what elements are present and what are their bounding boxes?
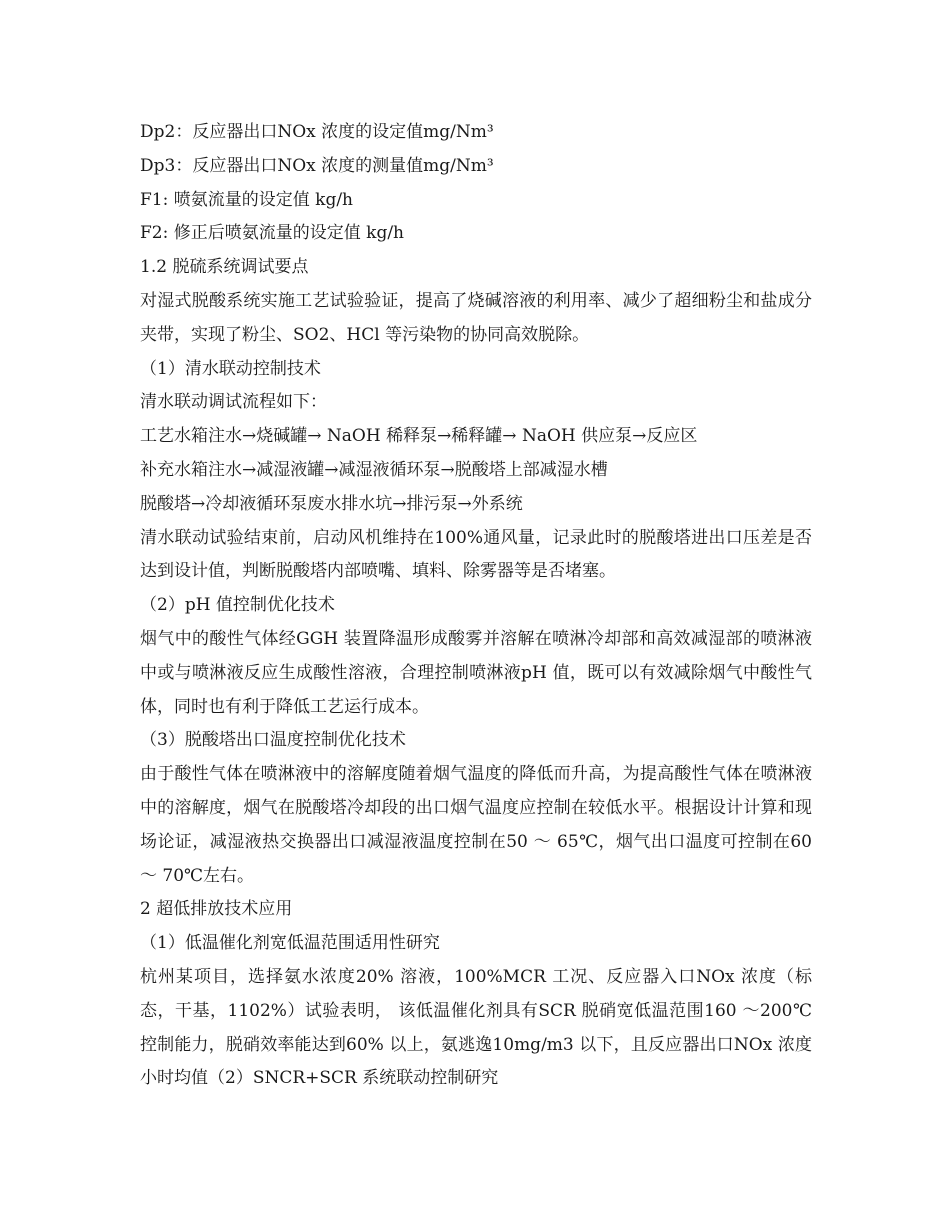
flow-line-1: 工艺水箱注水→烧碱罐→ NaOH 稀释泵→稀释罐→ NaOH 供应泵→反应区 bbox=[140, 426, 698, 447]
paragraph-clean-water-end: 清水联动试验结束前，启动风机维持在100%通风量，记录此时的脱酸塔进出口压差是否达到设计值，判断脱酸塔内部喷嘴、填料、除雾器等是否堵塞。 bbox=[140, 527, 812, 582]
subheading-ph-control: （2）pH 值控制优化技术 bbox=[140, 595, 335, 616]
flow-line-3: 脱酸塔→冷却液循环泵废水排水坑→排污泵→外系统 bbox=[140, 493, 523, 514]
def-f1: F1: 喷氨流量的设定值 kg/h bbox=[140, 189, 354, 210]
subheading-low-temp-catalyst: （1）低温催化剂宽低温范围适用性研究 bbox=[140, 933, 440, 954]
subheading-outlet-temp: （3）脱酸塔出口温度控制优化技术 bbox=[140, 730, 406, 751]
def-dp3: Dp3：反应器出口NOx 浓度的测量值mg/Nm³ bbox=[140, 155, 494, 176]
def-dp2: Dp2：反应器出口NOx 浓度的设定值mg/Nm³ bbox=[140, 122, 494, 142]
subheading-clean-water: （1）清水联动控制技术 bbox=[140, 358, 321, 379]
paragraph-low-temp-catalyst: 杭州某项目，选择氨水浓度20% 溶液，100%MCR 工况、反应器入口NOx 浓度（标态，干基，1102%）试验表明， 该低温催化剂具有SCR 脱硝宽低温范围160 ～200℃控制能力，脱硝效率能达到60% 以上，氨逃逸10mg/m3 以下，且反应器出口NOx 浓度小时均值（2）SNCR+SCR 系统联动控制研究 bbox=[140, 966, 812, 1089]
paragraph-ph-control: 烟气中的酸性气体经GGH 装置降温形成酸雾并溶解在喷淋冷却部和高效减湿部的喷淋液中或与喷淋液反应生成酸性溶液，合理控制喷淋液pH 值，既可以有效减除烟气中酸性气体，同时也有利于降低工艺运行成本。 bbox=[140, 628, 812, 717]
paragraph-outlet-temp: 由于酸性气体在喷淋液中的溶解度随着烟气温度的降低而升高，为提高酸性气体在喷淋液中的溶解度，烟气在脱酸塔冷却段的出口烟气温度应控制在较低水平。根据设计计算和现场论证，减湿液热交换器出口减湿液温度控制在50 ～ 65℃，烟气出口温度可控制在60 ～ 70℃左右。 bbox=[140, 764, 812, 886]
paragraph-acid-intro: 对湿式脱酸系统实施工艺试验验证，提高了烧碱溶液的利用率、减少了超细粉尘和盐成分夹带，实现了粉尘、SO2、HCl 等污染物的协同高效脱除。 bbox=[140, 290, 812, 345]
section-heading-1-2: 1.2 脱硫系统调试要点 bbox=[140, 257, 309, 278]
flow-line-2: 补充水箱注水→减湿液罐→减湿液循环泵→脱酸塔上部减湿水槽 bbox=[140, 459, 608, 480]
flow-title: 清水联动调试流程如下： bbox=[140, 392, 327, 413]
section-heading-2: 2 超低排放技术应用 bbox=[140, 899, 293, 920]
document-body bbox=[140, 116, 812, 1096]
def-f2: F2: 修正后喷氨流量的设定值 kg/h bbox=[140, 223, 405, 244]
